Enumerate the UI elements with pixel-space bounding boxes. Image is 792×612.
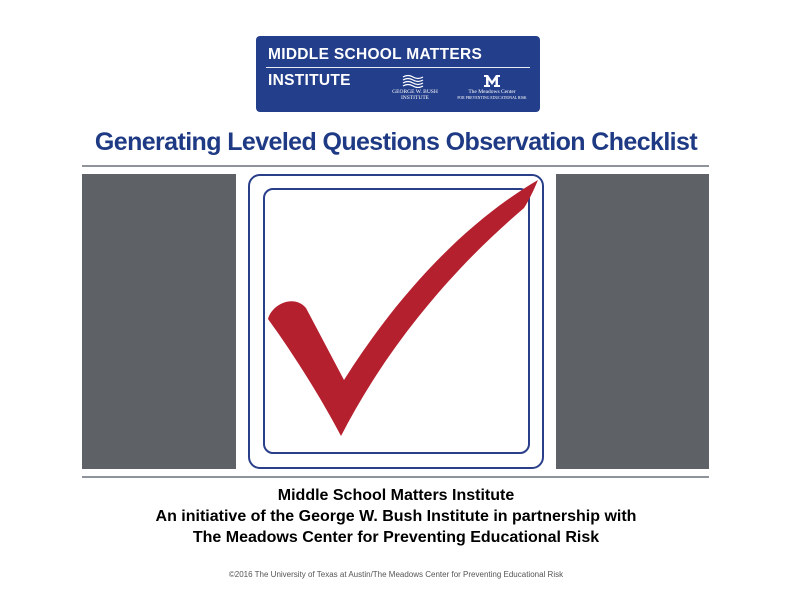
institute-logo [256,36,540,112]
footer-credits [0,485,792,548]
logo-subtitle: INSTITUTE [268,72,351,89]
footer-initiative-text: An initiative of the George W. Bush Institute in partnership with [155,508,637,525]
copyright-notice: ©2016 The University of Texas at Austin/The Meadows Center for Preventing Educational Risk [228,570,564,579]
bush-institute-word: INSTITUTE [400,95,430,101]
meadows-center-logo [452,74,532,106]
footer-partner-text: The Meadows Center for Preventing Educational Risk [192,529,600,546]
divider-bottom [82,476,709,478]
bush-institute-logo [386,74,444,106]
divider-top [82,165,709,167]
logo-title: MIDDLE SCHOOL MATTERS [268,46,483,63]
bush-name: GEORGE W. BUSH [392,89,438,95]
flag-icon [402,74,424,88]
checkmark-icon [248,174,544,469]
page-title: Generating Leveled Questions Observation Checklist [94,128,698,156]
footer-institute-name: Middle School Matters Institute [277,487,515,504]
logo-divider [266,67,530,68]
meadows-tagline: FOR PREVENTING EDUCATIONAL RISK [457,96,527,100]
meadows-m-icon [483,74,501,88]
meadows-name: The Meadows Center [468,89,516,95]
side-panel-left [82,174,236,469]
side-panel-right [556,174,709,469]
